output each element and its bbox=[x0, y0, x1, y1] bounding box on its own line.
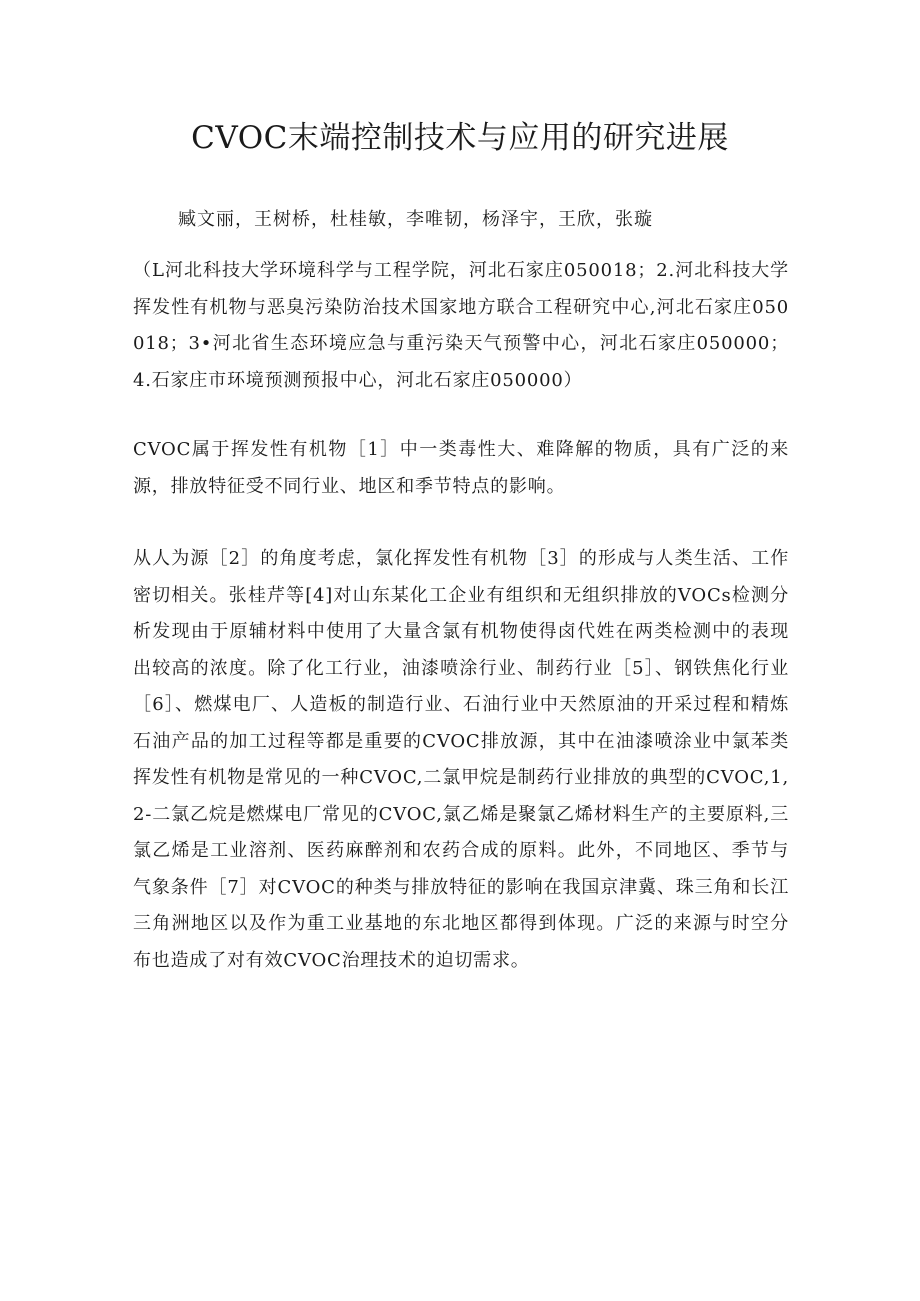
affiliation-text: （L河北科技大学环境科学与工程学院，河北石家庄050018；2.河北科技大学挥发性有机物与恶臭污染防治技术国家地方联合工程研究中心,河北石家庄050018；3•河北省生态环境应急与重污染天气预警中心，河北石家庄050000；4.石家庄市环境预测预报中心，河北石家庄050000） bbox=[133, 260, 789, 391]
paragraph-2: 从人为源［2］的角度考虑，氯化挥发性有机物［3］的形成与人类生活、工作密切相关。张桂芹等[4]对山东某化工企业有组织和无组织排放的VOCs检测分析发现由于原辅材料中使用了大量含氯有机物使得卤代姓在两类检测中的表现出较高的浓度。除了化工行业，油漆喷涂行业、制药行业［5］、钢铁焦化行业［6］、燃煤电厂、人造板的制造行业、石油行业中天然原油的开采过程和精炼石油产品的加工过程等都是重要的CVOC排放源，其中在油漆喷涂业中氯苯类挥发性有机物是常见的一种CVOC,二氯甲烷是制药行业排放的典型的CVOC,1,2-二氯乙烷是燃煤电厂常见的CVOC,氯乙烯是聚氯乙烯材料生产的主要原料,三氯乙烯是工业溶剂、医药麻醉剂和农药合成的原料。此外，不同地区、季节与气象条件［7］对CVOC的种类与排放特征的影响在我国京津冀、珠三角和长江三角洲地区以及作为重工业基地的东北地区都得到体现。广泛的来源与时空分布也造成了对有效CVOC治理技术的迫切需求。 bbox=[133, 548, 789, 971]
author-list: 臧文丽，王树桥，杜桂敏，李唯韧，杨泽宇，王欣，张璇 bbox=[178, 209, 653, 230]
document-title: CVOC末端控制技术与应用的研究进展 bbox=[191, 120, 729, 156]
paragraph-1: CVOC属于挥发性有机物［1］中一类毒性大、难降解的物质，具有广泛的来源，排放特征受不同行业、地区和季节特点的影响。 bbox=[133, 439, 789, 497]
